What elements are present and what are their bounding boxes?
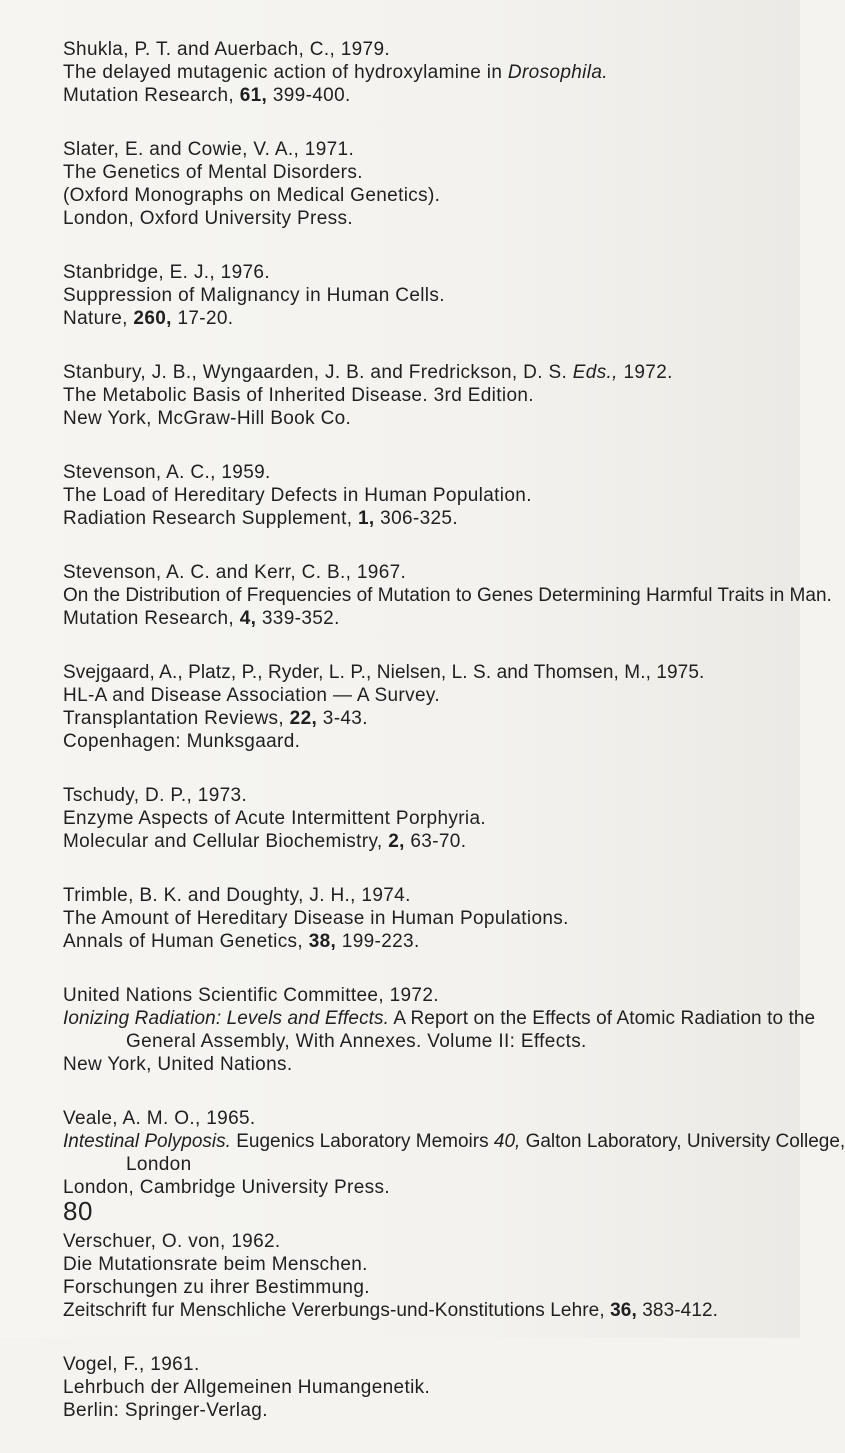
reference-series: (Oxford Monographs on Medical Genetics).	[63, 185, 441, 206]
reference-entry	[63, 261, 780, 330]
page-number: 80	[63, 1196, 93, 1226]
reference-author: Stevenson, A. C., 1959.	[63, 462, 271, 483]
reference-title: On the Distribution of Frequencies of Mutation to Genes Determining Harmful Traits in Man.	[63, 585, 832, 606]
reference-citation: Annals of Human Genetics, 38, 199-223.	[63, 931, 420, 952]
reference-citation: Zeitschrift fur Menschliche Vererbungs-und-Konstitutions Lehre, 36, 383-412.	[63, 1300, 719, 1321]
reference-citation: Mutation Research, 4, 339-352.	[63, 608, 340, 629]
reference-author: Stanbridge, E. J., 1976.	[63, 262, 270, 283]
reference-author: Verschuer, O. von, 1962.	[63, 1231, 281, 1252]
reference-citation: Radiation Research Supplement, 1, 306-325.	[63, 508, 458, 529]
reference-title: Lehrbuch der Allgemeinen Humangenetik.	[63, 1377, 431, 1398]
reference-publisher: New York, McGraw-Hill Book Co.	[63, 408, 352, 429]
reference-entry	[63, 138, 780, 230]
reference-author: United Nations Scientific Committee, 1972.	[63, 985, 439, 1006]
reference-entry	[63, 561, 832, 630]
reference-entry	[63, 784, 780, 853]
reference-author: Shukla, P. T. and Auerbach, C., 1979.	[63, 39, 391, 60]
reference-publisher: New York, United Nations.	[63, 1054, 293, 1075]
reference-entry	[63, 984, 816, 1076]
reference-title: The Amount of Hereditary Disease in Human Populations.	[63, 908, 569, 929]
reference-title: The Genetics of Mental Disorders.	[63, 162, 363, 183]
reference-citation: Nature, 260, 17-20.	[63, 308, 234, 329]
reference-publisher: London, Cambridge University Press.	[63, 1177, 390, 1198]
reference-title: Enzyme Aspects of Acute Intermittent Porphyria.	[63, 808, 487, 829]
reference-entry	[63, 1353, 780, 1422]
reference-title: The delayed mutagenic action of hydroxylamine in Drosophila.	[63, 62, 608, 83]
reference-publisher: London, Oxford University Press.	[63, 208, 353, 229]
reference-title-continued: General Assembly, With Annexes. Volume II: Effects.	[126, 1031, 587, 1052]
reference-list	[63, 38, 845, 1453]
reference-publisher: Copenhagen: Munksgaard.	[63, 731, 301, 752]
reference-title-continued: London	[126, 1154, 192, 1175]
reference-author: Svejgaard, A., Platz, P., Ryder, L. P., Nielsen, L. S. and Thomsen, M., 1975.	[63, 662, 705, 683]
reference-title: Intestinal Polyposis. Eugenics Laboratory Memoirs 40, Galton Laboratory, University College,	[63, 1131, 845, 1152]
reference-title: The Metabolic Basis of Inherited Disease. 3rd Edition.	[63, 385, 534, 406]
reference-citation: Mutation Research, 61, 399-400.	[63, 85, 351, 106]
reference-title: HL-A and Disease Association — A Survey.	[63, 685, 440, 706]
reference-entry	[63, 1230, 780, 1322]
reference-title: The Load of Hereditary Defects in Human Population.	[63, 485, 532, 506]
reference-entry	[63, 461, 780, 530]
reference-title: Die Mutationsrate beim Menschen.	[63, 1254, 368, 1275]
reference-author: Vogel, F., 1961.	[63, 1354, 200, 1375]
reference-author: Trimble, B. K. and Doughty, J. H., 1974.	[63, 885, 411, 906]
reference-citation: Molecular and Cellular Biochemistry, 2, 63-70.	[63, 831, 467, 852]
reference-entry	[63, 361, 780, 430]
reference-title: Suppression of Malignancy in Human Cells.	[63, 285, 445, 306]
reference-publisher: Berlin: Springer-Verlag.	[63, 1400, 268, 1421]
reference-entry	[63, 38, 780, 107]
reference-entry	[63, 1107, 845, 1199]
reference-author: Stanbury, J. B., Wyngaarden, J. B. and Fredrickson, D. S. Eds., 1972.	[63, 362, 673, 383]
reference-author: Tschudy, D. P., 1973.	[63, 785, 248, 806]
reference-author: Stevenson, A. C. and Kerr, C. B., 1967.	[63, 562, 407, 583]
reference-title: Ionizing Radiation: Levels and Effects. A Report on the Effects of Atomic Radiation to the	[63, 1008, 816, 1029]
reference-author: Veale, A. M. O., 1965.	[63, 1108, 256, 1129]
reference-citation: Transplantation Reviews, 22, 3-43.	[63, 708, 368, 729]
reference-entry	[63, 661, 780, 753]
reference-author: Slater, E. and Cowie, V. A., 1971.	[63, 139, 355, 160]
reference-subtitle: Forschungen zu ihrer Bestimmung.	[63, 1277, 370, 1298]
reference-entry	[63, 884, 780, 953]
